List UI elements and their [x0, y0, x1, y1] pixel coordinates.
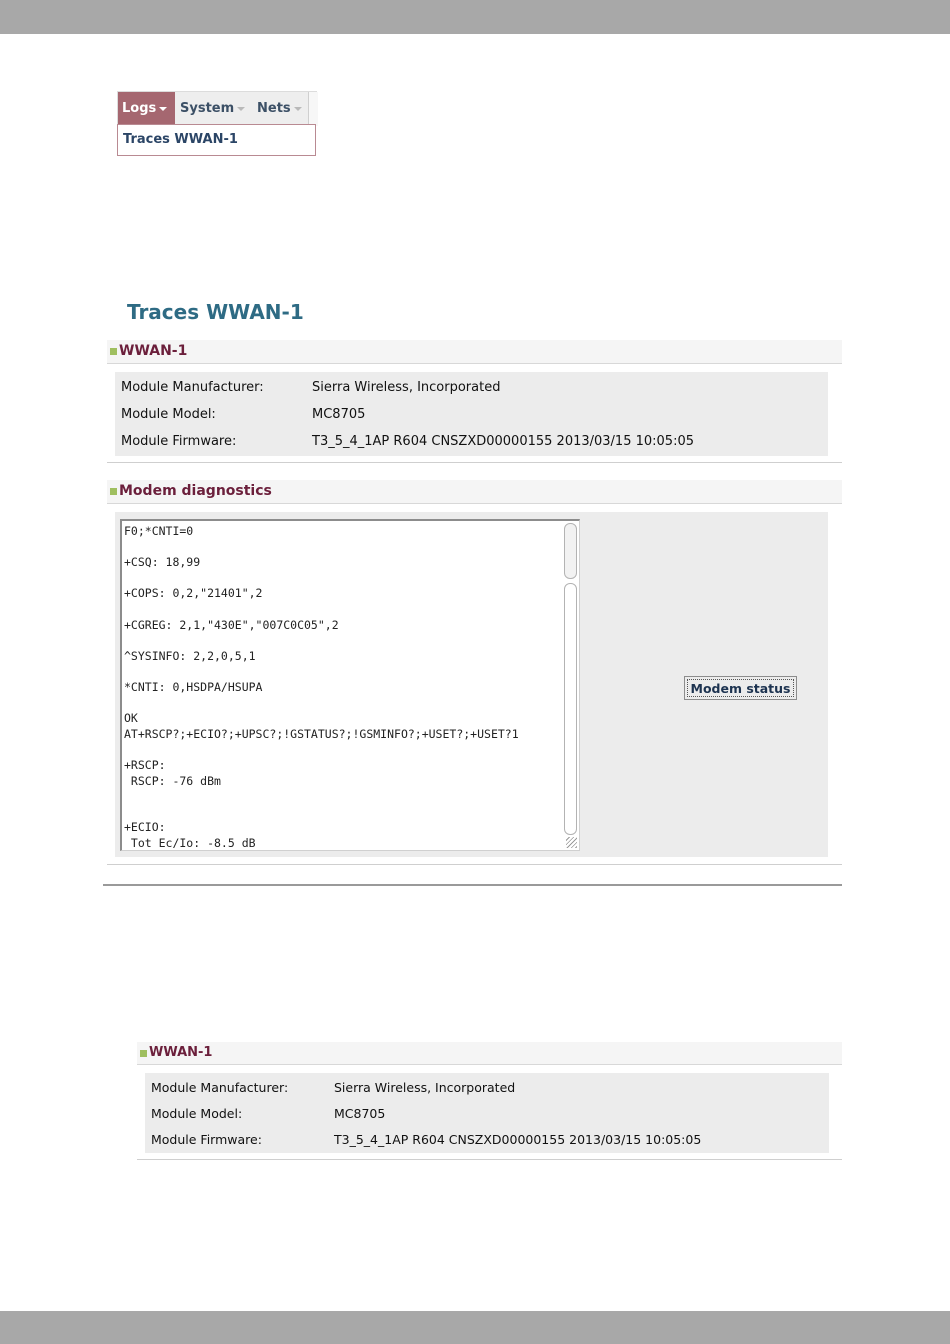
diagnostics-output: F0;*CNTI=0 +CSQ: 18,99 +COPS: 0,2,"21401",2 +CGREG: 2,1,"430E","007C0C05",2 ^SYSINFO: 2,2,0,5,1 *CNTI: 0,HSDPA/HSUPA OK AT+RSCP?;+ECIO?;+UPSC?;!GSTATUS?;!GSMINFO?;+USET?;+USET?1 +RSCP: RSCP: -76 dBm +ECIO: Tot Ec/Io: -8.5 dB — [124, 524, 519, 850]
menu-item-system[interactable] — [176, 92, 252, 126]
menu-item-nets[interactable] — [253, 92, 308, 126]
modem-status-button[interactable]: Modem status — [684, 676, 797, 700]
info-value: MC8705 — [334, 1106, 386, 1121]
menu-item-label: System — [180, 101, 235, 116]
module-info-box — [115, 372, 828, 456]
chevron-down-icon — [159, 107, 167, 111]
bullet-icon — [110, 488, 117, 495]
info-value: Sierra Wireless, Incorporated — [312, 380, 501, 395]
section-title: WWAN-1 — [119, 343, 188, 359]
info-label: Module Firmware: — [121, 434, 237, 449]
chevron-down-icon — [237, 107, 245, 111]
bullet-icon — [140, 1050, 147, 1057]
divider — [107, 864, 842, 865]
menu-bar — [117, 91, 317, 125]
document-footer-bar — [0, 1311, 950, 1344]
section-header-diagnostics — [107, 480, 842, 504]
section-title: WWAN-1 — [149, 1045, 213, 1060]
section-title: Modem diagnostics — [119, 483, 272, 499]
info-label: Module Manufacturer: — [121, 380, 264, 395]
info-value: Sierra Wireless, Incorporated — [334, 1080, 516, 1095]
info-label: Module Firmware: — [151, 1132, 262, 1147]
page-title: Traces WWAN-1 — [127, 300, 304, 324]
menu-item-label: Nets — [257, 101, 291, 116]
info-value: T3_5_4_1AP R604 CNSZXD00000155 2013/03/15 10:05:05 — [312, 434, 694, 449]
document-header-bar — [0, 0, 950, 34]
scrollbar-track[interactable] — [564, 583, 577, 835]
dropdown-menu — [117, 124, 316, 156]
diagnostics-textarea[interactable] — [120, 519, 580, 851]
divider — [107, 462, 842, 463]
info-value: T3_5_4_1AP R604 CNSZXD00000155 2013/03/15 10:05:05 — [334, 1132, 702, 1147]
main-menu — [117, 91, 317, 156]
info-label: Module Model: — [151, 1106, 243, 1121]
info-label: Module Model: — [121, 407, 216, 422]
page-divider — [103, 884, 842, 886]
menu-item-logs[interactable] — [118, 92, 175, 126]
menu-divider — [308, 92, 318, 126]
section-header-wwan — [107, 340, 842, 364]
resize-grip-icon[interactable] — [566, 837, 577, 848]
menu-item-label: Logs — [122, 101, 157, 116]
scrollbar-thumb[interactable] — [564, 523, 577, 579]
bullet-icon — [110, 348, 117, 355]
dropdown-item-traces-wwan-1[interactable]: Traces WWAN-1 — [123, 132, 238, 147]
section-header-wwan-2 — [137, 1042, 842, 1065]
info-label: Module Manufacturer: — [151, 1080, 289, 1095]
divider — [137, 1159, 842, 1160]
module-info-box-2 — [145, 1073, 829, 1153]
info-value: MC8705 — [312, 407, 366, 422]
chevron-down-icon — [294, 107, 302, 111]
